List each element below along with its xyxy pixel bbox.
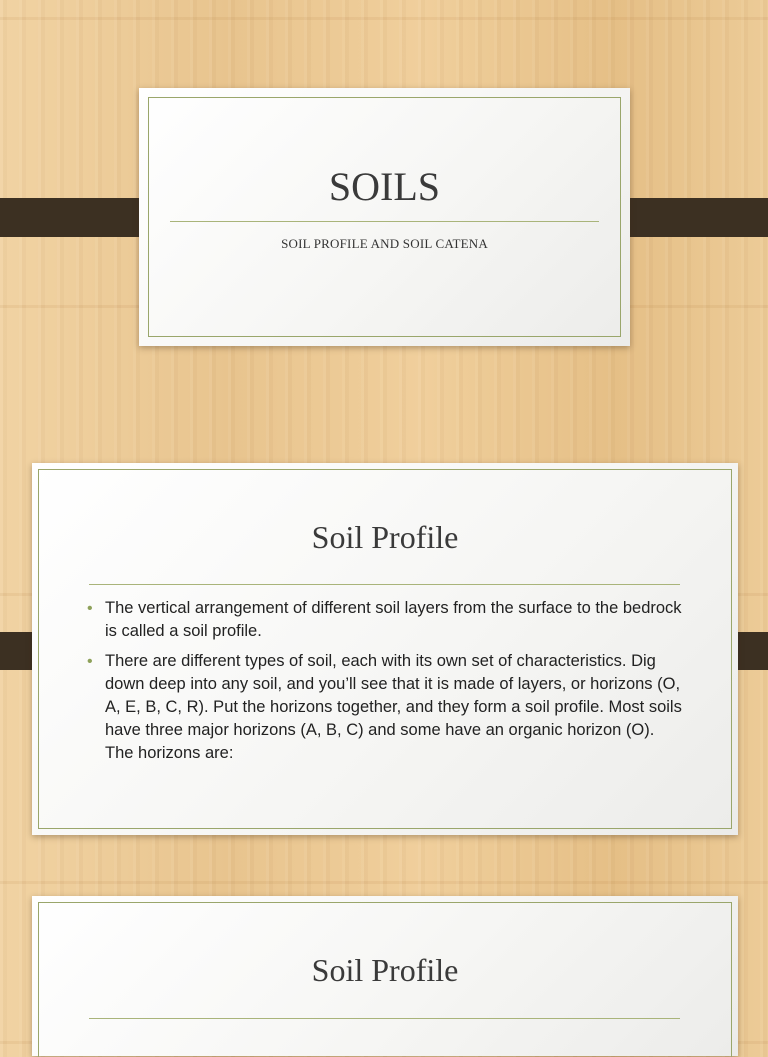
bullet-icon: • bbox=[87, 653, 93, 670]
slide-title: Soil Profile bbox=[311, 519, 459, 555]
slide1-left-band bbox=[0, 198, 156, 237]
title-slide[interactable] bbox=[139, 88, 630, 346]
presentation-title: SOILS bbox=[328, 164, 441, 209]
slide-title: Soil Profile bbox=[311, 952, 459, 988]
slide-frame bbox=[148, 97, 621, 337]
presentation-subtitle: SOIL PROFILE AND SOIL CATENA bbox=[281, 236, 488, 251]
title-divider bbox=[170, 221, 599, 222]
content-slide-soil-profile-continued[interactable] bbox=[32, 896, 738, 1056]
content-slide-soil-profile[interactable] bbox=[32, 463, 738, 835]
title-divider bbox=[89, 1018, 680, 1019]
bullet-item bbox=[87, 597, 685, 643]
bullet-icon: • bbox=[87, 600, 93, 617]
bullet-text: There are different types of soil, each with its own set of characteristics. Dig down deep into any soil, and you’ll see that it is made of layers, or horizons (O, A, E, B, C, R). Put the horizons together, and they form a soil profile. Most soils have three major horizons (A, B, C) and some have an organic horizon (O). The horizons are: bbox=[105, 652, 682, 762]
bullet-item bbox=[87, 650, 685, 765]
title-divider bbox=[89, 584, 680, 585]
slide1-right-band bbox=[612, 198, 768, 237]
bullet-text: The vertical arrangement of different soil layers from the surface to the bedrock is called a soil profile. bbox=[105, 599, 682, 640]
bullet-list bbox=[87, 597, 685, 772]
